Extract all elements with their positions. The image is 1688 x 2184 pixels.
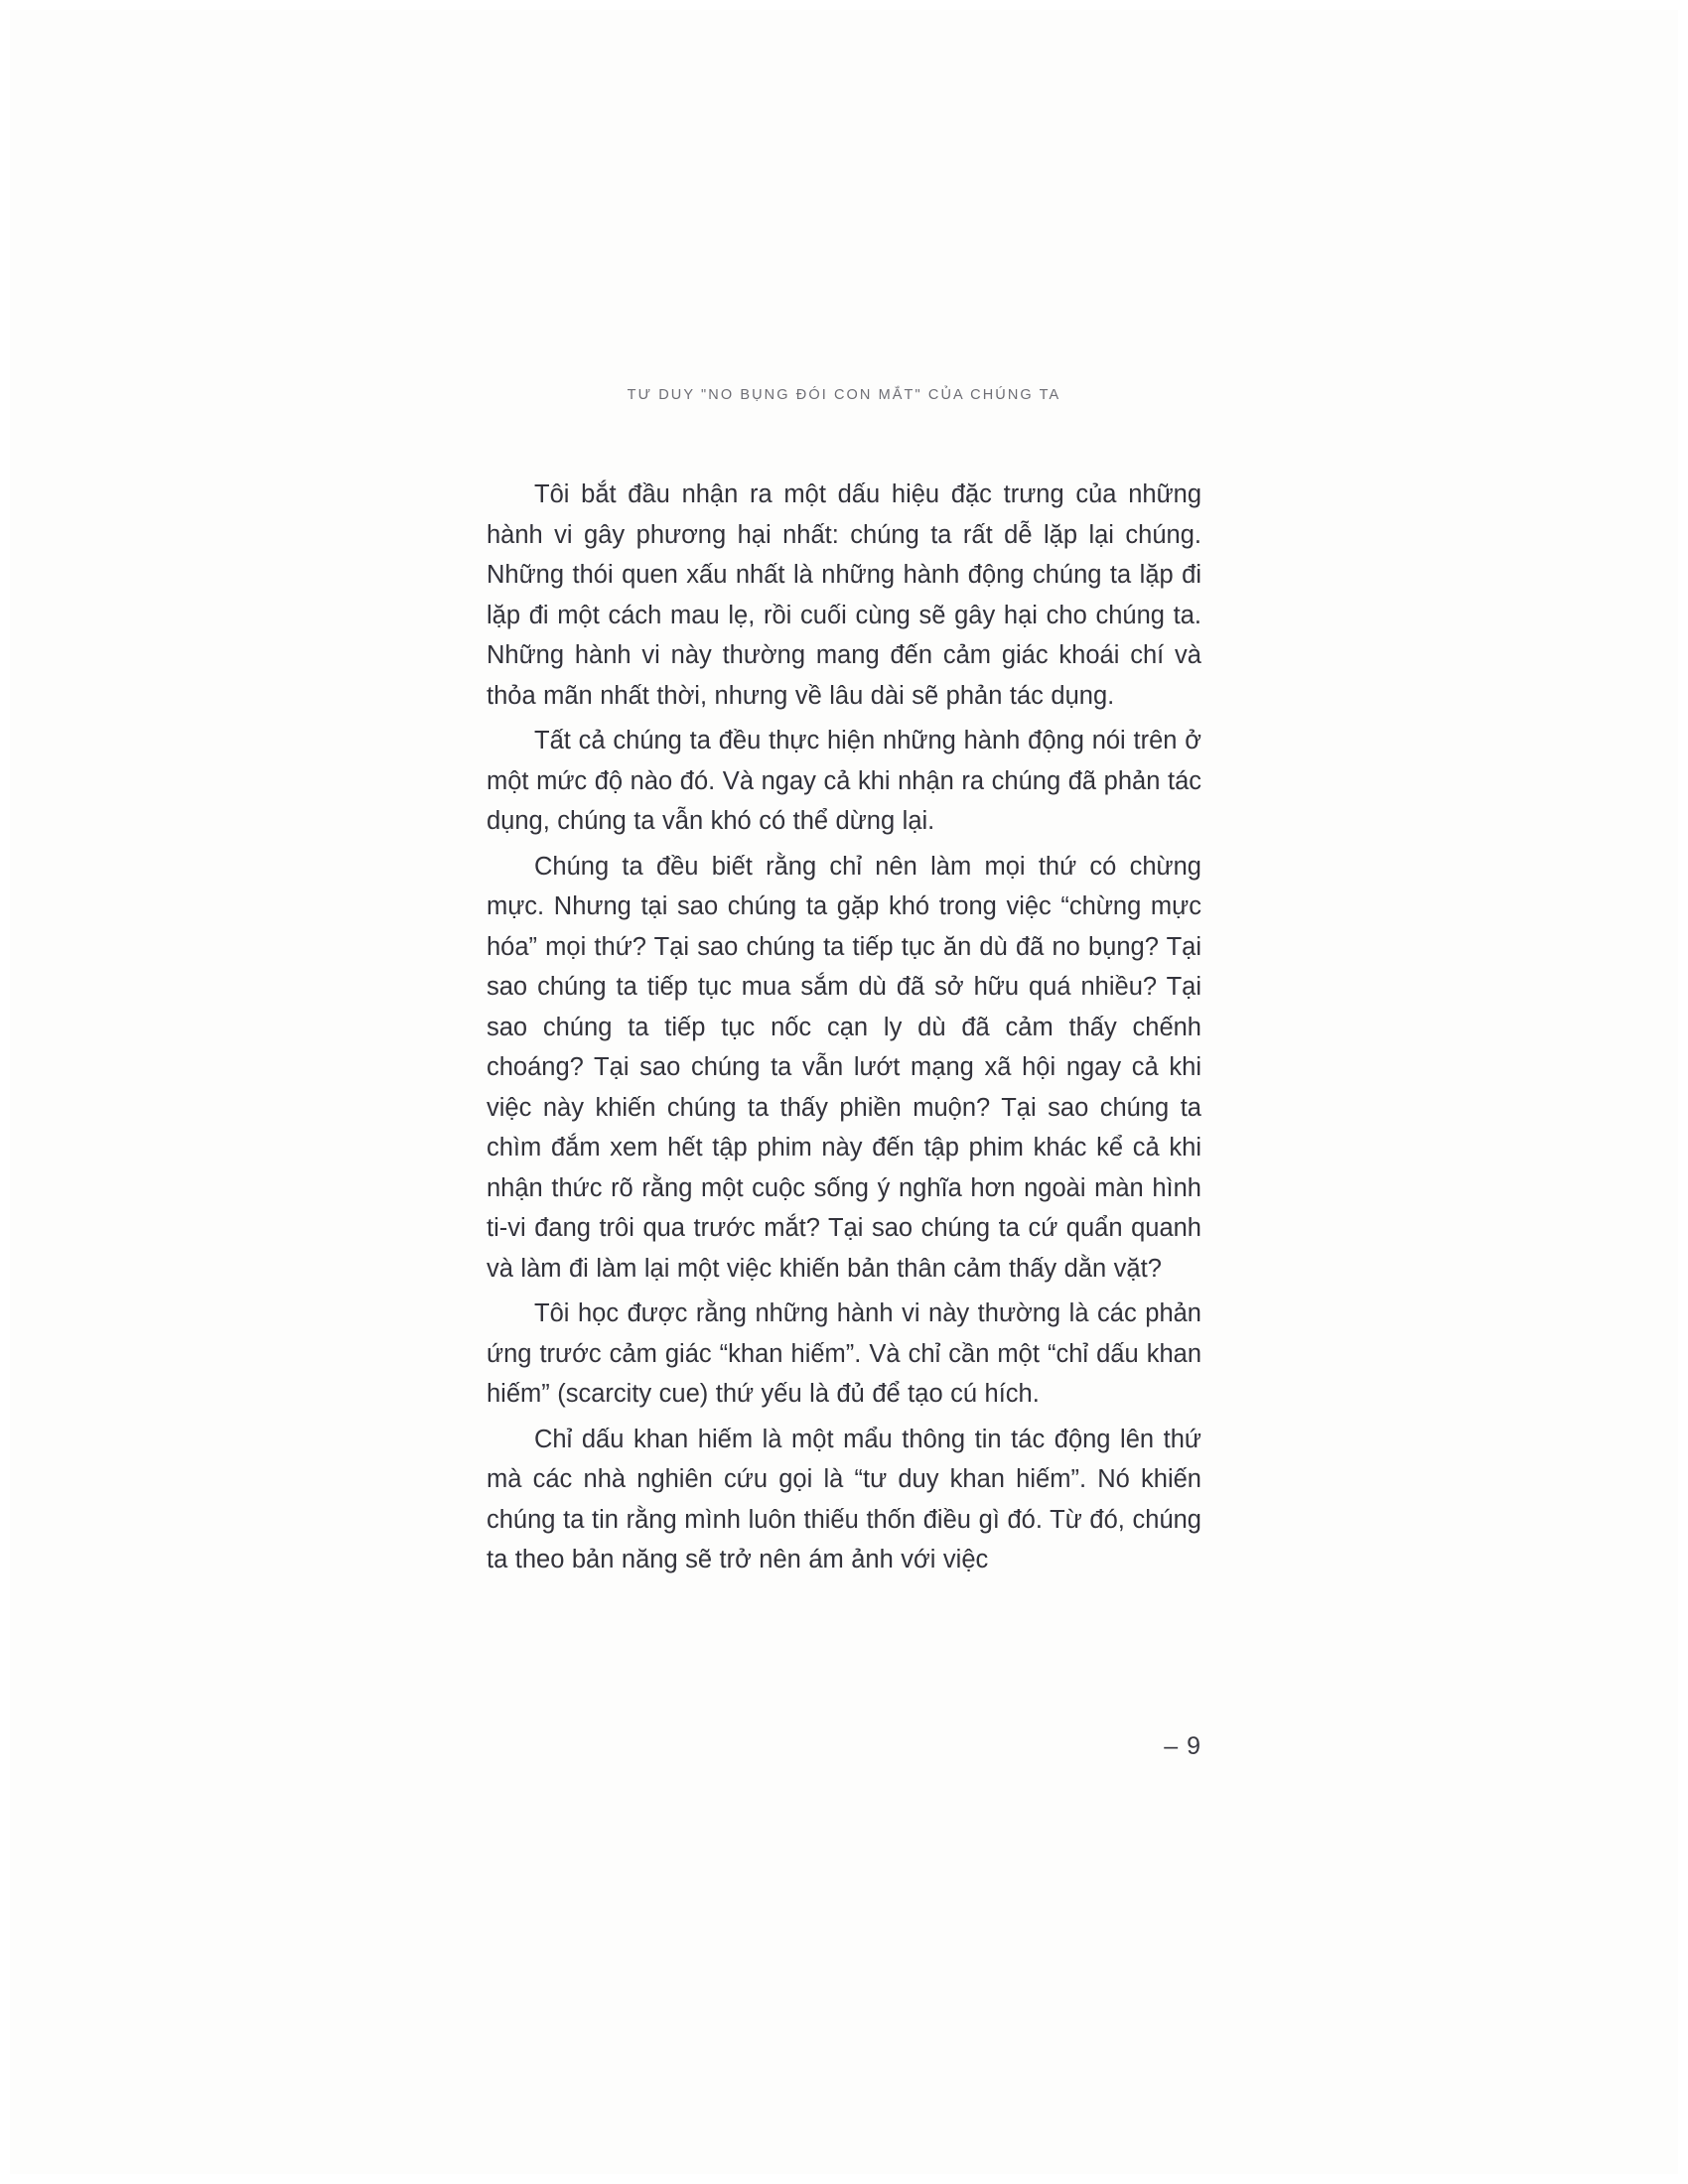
page-number: – 9 xyxy=(1164,1732,1201,1760)
paragraph: Chỉ dấu khan hiếm là một mẩu thông tin tác động lên thứ mà các nhà nghiên cứu gọi là “tư duy khan hiếm”. Nó khiến chúng ta tin rằng mình luôn thiếu thốn điều gì đó. Từ đó, chúng ta theo bản năng sẽ trở nên ám ảnh với việc xyxy=(487,1425,1201,1573)
paragraph: Tôi bắt đầu nhận ra một dấu hiệu đặc trưng của những hành vi gây phương hại nhất: chúng ta rất dễ lặp lại chúng. Những thói quen xấu nhất là những hành động chúng ta lặp đi lặp đi một cách mau lẹ, rồi cuối cùng sẽ gây hại cho chúng ta. Những hành vi này thường mang đến cảm giác khoái chí và thỏa mãn nhất thời, nhưng về lâu dài sẽ phản tác dụng. xyxy=(487,480,1201,710)
running-head: TƯ DUY "NO BỤNG ĐÓI CON MẮT" CỦA CHÚNG TA xyxy=(627,387,1061,403)
paragraph: Chúng ta đều biết rằng chỉ nên làm mọi thứ có chừng mực. Nhưng tại sao chúng ta gặp khó trong việc “chừng mực hóa” mọi thứ? Tại sao chúng ta tiếp tục ăn dù đã no bụng? Tại sao chúng ta tiếp tục mua sắm dù đã sở hữu quá nhiều? Tại sao chúng ta tiếp tục nốc cạn ly dù đã cảm thấy chếnh choáng? Tại sao chúng ta vẫn lướt mạng xã hội ngay cả khi việc này khiến chúng ta thấy phiền muộn? Tại sao chúng ta chìm đắm xem hết tập phim này đến tập phim khác kể cả khi nhận thức rõ rằng một cuộc sống ý nghĩa hơn ngoài màn hình ti-vi đang trôi qua trước mắt? Tại sao chúng ta cứ quẩn quanh và làm đi làm lại một việc khiến bản thân cảm thấy dằn vặt? xyxy=(487,852,1201,1283)
page-sheet xyxy=(10,10,1678,2174)
body-text xyxy=(487,475,1201,1580)
paragraph: Tôi học được rằng những hành vi này thường là các phản ứng trước cảm giác “khan hiếm”. Và chỉ cần một “chỉ dấu khan hiếm” (scarcity cue) thứ yếu là đủ để tạo cú hích. xyxy=(487,1299,1201,1408)
page-content xyxy=(487,387,1201,1580)
paragraph: Tất cả chúng ta đều thực hiện những hành động nói trên ở một mức độ nào đó. Và ngay cả khi nhận ra chúng đã phản tác dụng, chúng ta vẫn khó có thể dừng lại. xyxy=(487,727,1201,835)
